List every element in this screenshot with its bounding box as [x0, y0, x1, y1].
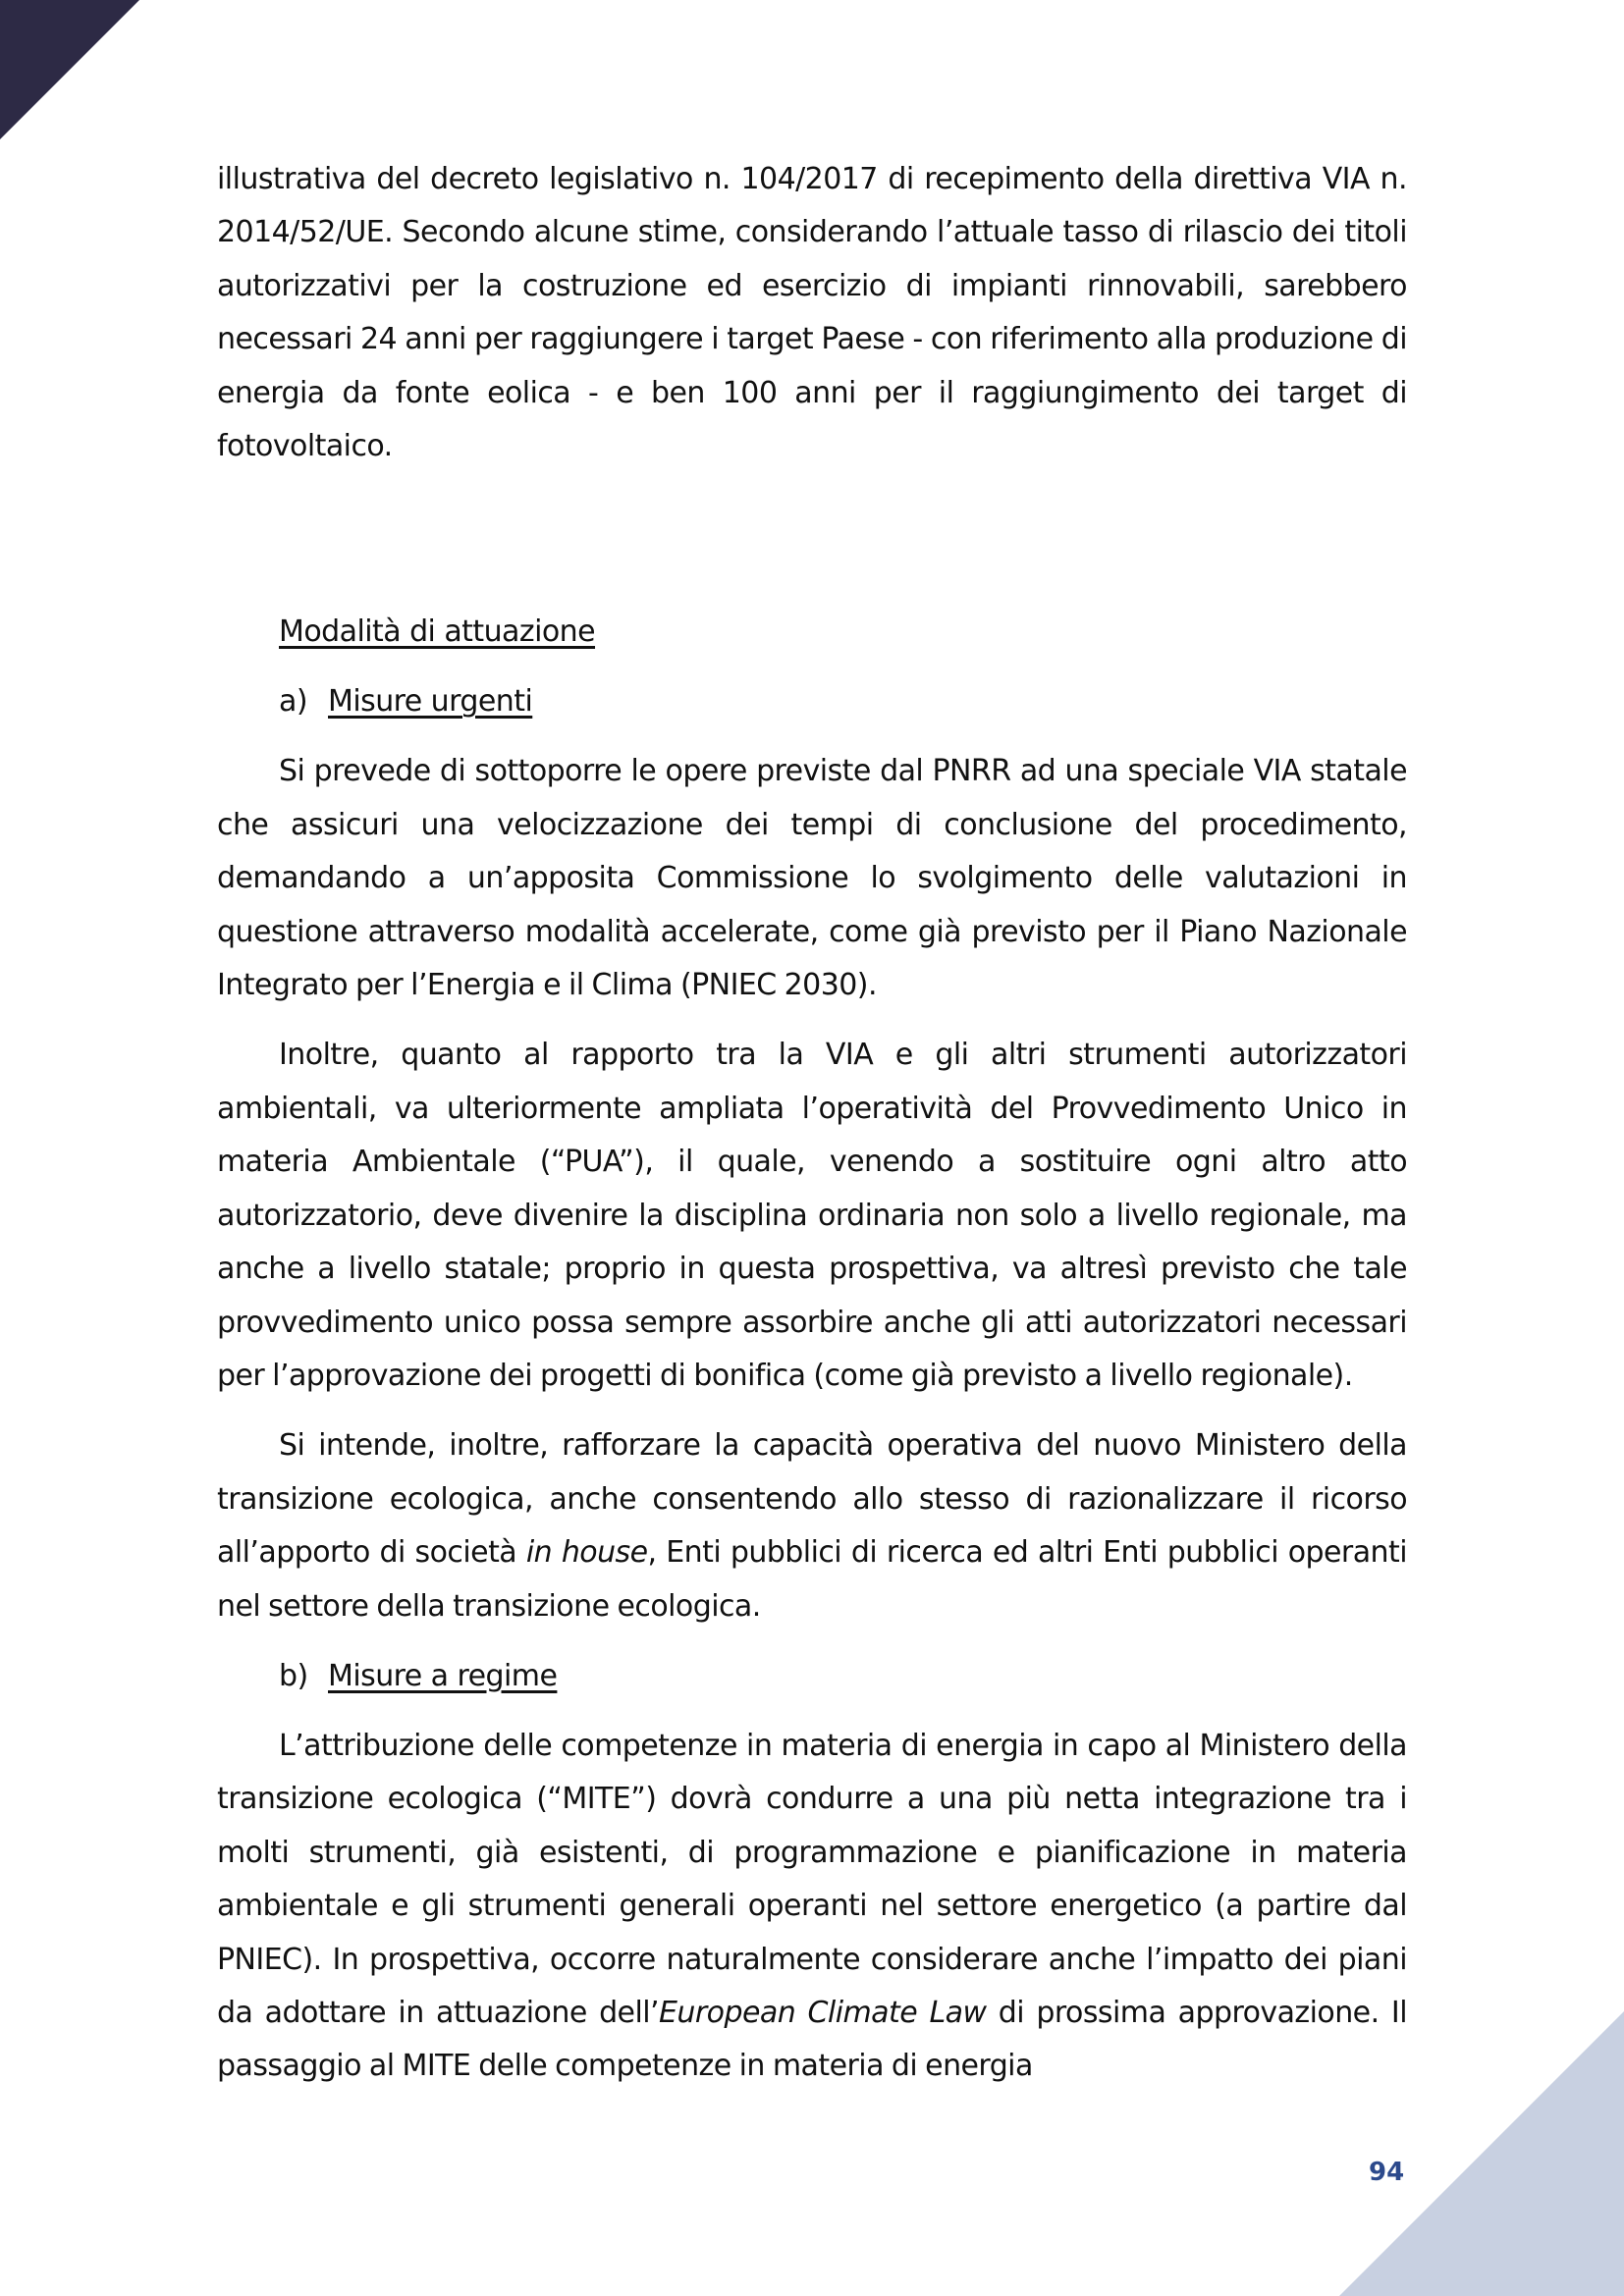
paragraph-ministero-part1: Si intende, inoltre, rafforzare la capacità operativa del nuovo Ministero della transizione ecologica, anche consentendo allo stesso di razionalizzare il ricorso all’apporto di società	[217, 1428, 1407, 1571]
subheading-a-title: Misure urgenti	[328, 684, 533, 720]
paragraph-mite-part2: di prossima approvazione. Il passaggio al MITE delle competenze in materia di energia	[217, 1995, 1407, 2084]
paragraph-mite-part1: L’attribuzione delle competenze in materia di energia in capo al Ministero della transizione ecologica (“MITE”) dovrà condurre a una più netta integrazione tra i molti strumenti, già esistenti, di programmazione e pianificazione in materia ambientale e gli strumenti generali operanti nel settore energetico (a partire dal PNIEC). In prospettiva, occorre naturalmente considerare anche l’impatto dei piani da adottare in attuazione dell’	[217, 1728, 1407, 2030]
spacer	[217, 490, 1407, 606]
subheading-a-marker: a)	[279, 684, 307, 720]
paragraph-ministero	[217, 1419, 1407, 1633]
paragraph-mite	[217, 1720, 1407, 2094]
paragraph-mite-italic: European Climate Law	[659, 1995, 987, 2030]
page-number: 94	[1369, 2158, 1405, 2187]
subheading-b-marker: b)	[279, 1658, 308, 1693]
paragraph-ministero-italic: in house	[525, 1535, 648, 1571]
document-body	[217, 153, 1407, 2110]
subheading-b	[217, 1650, 1407, 1703]
paragraph-intro: illustrativa del decreto legislativo n. 104/2017 di recepimento della direttiva VIA n. 2014/52/UE. Secondo alcune stime, considerando l’attuale tasso di rilascio dei titoli autorizzativi per la costruzione ed esercizio di impianti rinnovabili, sarebbero necessari 24 anni per raggiungere i target Paese - con riferimento alla produzione di energia da fonte eolica - e ben 100 anni per il raggiungimento dei target di fotovoltaico.	[217, 162, 1407, 464]
corner-decoration-top-left	[0, 0, 139, 139]
subheading-a	[217, 675, 1407, 728]
paragraph-ministero-part2: , Enti pubblici di ricerca ed altri Enti pubblici operanti nel settore della transizione ecologica.	[217, 1535, 1407, 1624]
paragraph-via-statale: Si prevede di sottoporre le opere previste dal PNRR ad una speciale VIA statale che assicuri una velocizzazione dei tempi di conclusione del procedimento, demandando a un’apposita Commissione lo svolgimento delle valutazioni in questione attraverso modalità accelerate, come già previsto per il Piano Nazionale Integrato per l’Energia e il Clima (PNIEC 2030).	[217, 754, 1407, 1003]
section-heading	[217, 606, 1407, 659]
section-heading-text: Modalità di attuazione	[279, 614, 596, 650]
paragraph-pua: Inoltre, quanto al rapporto tra la VIA e gli altri strumenti autorizzatori ambientali, va ulteriormente ampliata l’operatività del Provvedimento Unico in materia Ambientale (“PUA”), il quale, venendo a sostituire ogni altro atto autorizzatorio, deve divenire la disciplina ordinaria non solo a livello regionale, ma anche a livello statale; proprio in questa prospettiva, va altresì previsto che tale provvedimento unico possa sempre assorbire anche gli atti autorizzatori necessari per l’approvazione dei progetti di bonifica (come già previsto a livello regionale).	[217, 1038, 1407, 1393]
subheading-b-title: Misure a regime	[328, 1658, 558, 1693]
